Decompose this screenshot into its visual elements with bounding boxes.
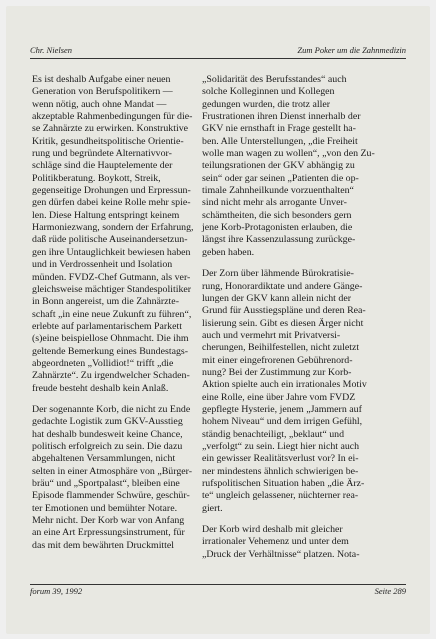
footer-page-number: Seite 289 [374,586,406,596]
footer-rule [30,584,406,585]
right-paragraph-1: „Solidarität des Berufsstandes“ auch solche Kolleginnen und Kollegen gedungen wurden, die trotz aller Frustrationen ihren Dienst innerhalb der GKV nie ernsthaft in Frage gestellt ha- ben. Alle Unterstellungen, „die Freiheit wolle man wagen zu wollen“, „von den Zu- teilungsrationen der GKV abhängig zu sein“ oder gar seinen „Patienten die op- timale Zahnheilkunde vorzuenthalten“ sind nicht mehr als arrogante Unver- schämtheiten, die sich besonders gern jene Korb-Protagonisten erlauben, die längst ihre Kassenzulassung zurückge- geben haben. [202,74,375,258]
left-column [32,74,217,561]
footer-issue: forum 39, 1992 [30,586,83,596]
left-paragraph-2: Der sogenannte Korb, die nicht zu Ende gedachte Logistik zum GKV-Ausstieg hat deshalb bundesweit keine Chance, politisch erfolgreich zu sein. Die dazu abgehaltenen Versammlungen, nicht selten in einer Atmosphäre von „Bürger- bräu“ und „Sportpalast“, bleiben eine Episode flammender Schwüre, geschür- ter Emotionen und bemühter Notare. Mehr nicht. Der Korb war von Anfang an eine Art Erpressungsinstrument, für das mit dem bewährten Druckmittel [32,403,193,551]
header-title: Zum Poker um die Zahnmedizin [297,45,406,55]
left-paragraph-1: Es ist deshalb Aufgabe einer neuen Generation von Berufspolitikern — wenn nötig, auch ohne Mandat — akzeptable Rahmenbedingungen für die- se Zahnärzte zu erwirken. Konstruktive Kritik, gesundheitspolitische Orientie- rung und begründete Alternativvor- schläge sind die Hauptelemente der Politikberatung. Boykott, Streik, gegenseitige Drohungen und Erpressun- gen dürfen dabei keine Rolle mehr spie- len. Diese Haltung entspringt keinem Harmoniezwang, sondern der Erfahrung, daß rüde politische Auseinandersetzun- gen ihre Untauglichkeit bewiesen haben und in Verdrossenheit und Isolation münden. FVDZ-Chef Gutmann, als ver- gleichsweise mächtiger Standespolitiker in Bonn angereist, um die Zahnärzte- schaft „in eine neue Zukunft zu führen“, erlebte auf parlamentarischem Parkett (s)eine beispiellose Ohnmacht. Die ihm geltende Bemerkung eines Bundestags- abgeordneten „Vollidiot!“ trifft „die Zahnärzte“. Zu irgendwelcher Schaden- freude besteht deshalb kein Anlaß. [32,74,194,394]
document-page [6,6,430,634]
header-rule [30,58,406,59]
right-paragraph-3: Der Korb wird deshalb mit gleicher irrationaler Vehemenz und unter dem „Druck der Verhältnisse“ platzen. Nota- [202,524,360,560]
right-column [202,74,395,570]
right-paragraph-2: Der Zorn über lähmende Bürokratisie- rung, Honorardiktate und andere Gänge- lungen der GKV kann allein nicht der Grund für Ausstiegspläne und deren Rea- lisierung sein. Gibt es diesen Ärger nicht auch und vermehrt mit Privatversi- cherungen, Beihilfestellen, nicht zuletzt mit einer eingefrorenen Gebührenord- nung? Bei der Zustimmung zur Korb- Aktion spielte auch ein irrationales Motiv eine Rolle, eine über Jahre vom FVDZ gepflegte Hysterie, jenem „Jammern auf hohem Niveau“ und dem irrigen Gefühl, ständig benachteiligt, „beklaut“ und „verfolgt“ zu sein. Liegt hier nicht auch ein gewisser Realitätsverlust vor? In ei- ner mindestens ähnlich schwierigen be- rufspolitischen Situation haben „die Ärz- te“ ungleich gelassener, nüchterner rea- giert. [202,268,367,514]
header-author: Chr. Nielsen [30,45,73,55]
